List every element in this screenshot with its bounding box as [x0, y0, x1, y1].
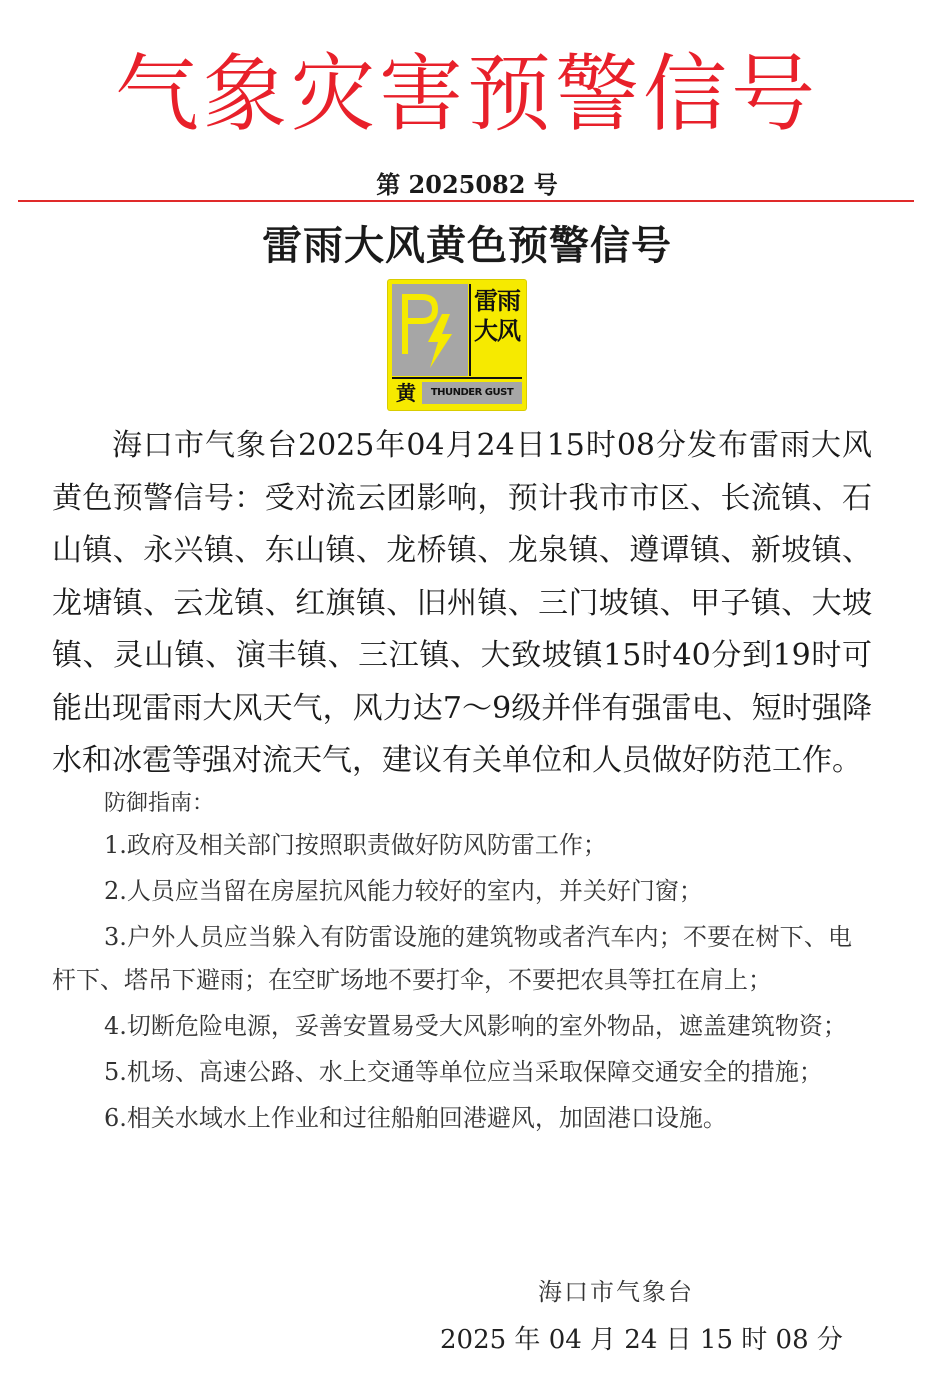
icon-level-label: 黄 [396, 381, 416, 405]
issue-date: 2025 年 04 月 24 日 15 时 08 分 [440, 1325, 843, 1355]
defense-guide-heading: 防御指南： [104, 791, 215, 816]
defense-guide-list [52, 824, 852, 1143]
icon-cn-line1: 雷雨 [474, 287, 520, 315]
icon-en-label: THUNDER GUST [422, 382, 522, 404]
guide-item: 6.相关水域水上作业和过往船舶回港避风，加固港口设施。 [104, 1104, 727, 1132]
thunder-gust-yellow-icon [388, 280, 526, 410]
icon-cn-line2: 大风 [474, 317, 520, 345]
issuer-signature: 海口市气象台 [538, 1278, 694, 1306]
guide-item: 4.切断危险电源，妥善安置易受大风影响的室外物品，遮盖建筑物资； [104, 1012, 847, 1040]
guide-item: 3.户外人员应当躲入有防雷设施的建筑物或者汽车内；不要在树下、电杆下、塔吊下避雨；在空旷场地不要打伞，不要把农具等扛在肩上； [52, 923, 852, 994]
warning-body-text: 海口市气象台2025年04月24日15时08分发布雷雨大风黄色预警信号：受对流云团影响，预计我市市区、长流镇、石山镇、永兴镇、东山镇、龙桥镇、龙泉镇、遵谭镇、新坡镇、龙塘镇、云龙镇、红旗镇、旧州镇、三门坡镇、甲子镇、大坡镇、灵山镇、演丰镇、三江镇、大致坡镇15时40分到19时可能出现雷雨大风天气，风力达7～9级并伴有强雷电、短时强降水和冰雹等强对流天气，建议有关单位和人员做好防范工作。 [52, 428, 872, 778]
lightning-bolt-icon [392, 284, 468, 376]
document-number: 第 2025082 号 [376, 170, 558, 199]
signal-title: 雷雨大风黄色预警信号 [262, 223, 672, 269]
guide-item: 1.政府及相关部门按照职责做好防风防雷工作； [104, 831, 607, 859]
guide-item: 5.机场、高速公路、水上交通等单位应当采取保障交通安全的措施； [104, 1058, 823, 1086]
document-header-title: 气象灾害预警信号 [114, 45, 819, 143]
icon-cn-label [472, 286, 522, 376]
guide-item: 2.人员应当留在房屋抗风能力较好的室内，并关好门窗； [104, 877, 703, 905]
icon-divider-horizontal [392, 377, 522, 379]
icon-divider-vertical [469, 284, 471, 376]
header-divider [18, 200, 914, 202]
